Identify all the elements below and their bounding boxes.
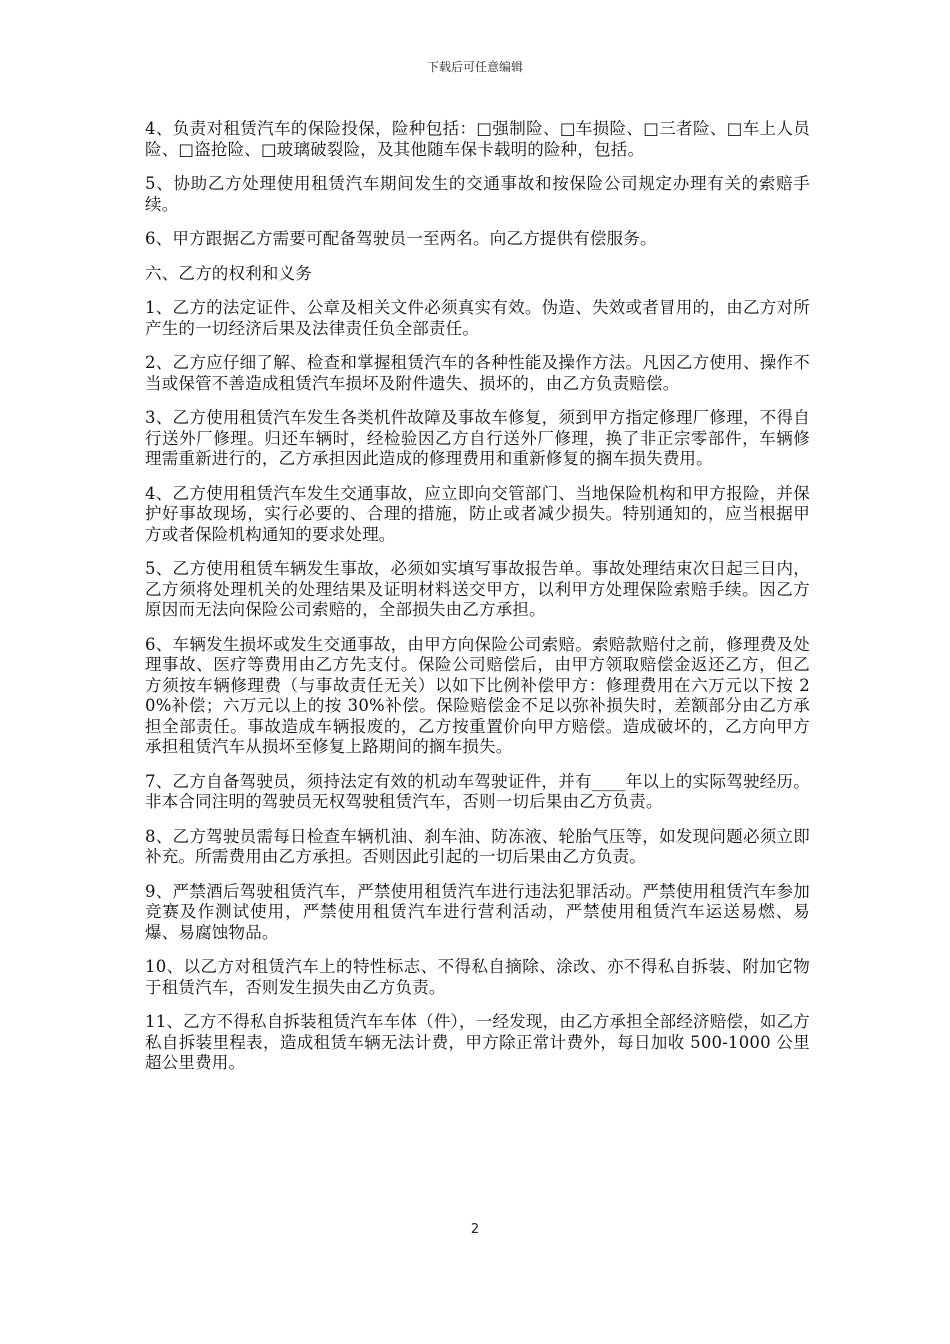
section-heading-rights-obligations: 六、乙方的权利和义务 bbox=[145, 263, 312, 283]
page-number: 2 bbox=[470, 1222, 480, 1237]
clause-5-accident-assist: 5、协助乙方处理使用租赁汽车期间发生的交通事故和按保险公司规定办理有关的索赔手续。 bbox=[145, 174, 810, 214]
clause-7-driver-license: 7、乙方自备驾驶员，须持法定有效的机动车驾驶证件，并有____年以上的实际驾驶经历。非本合同注明的驾驶员无权驾驶租赁汽车，否则一切后果由乙方负责。 bbox=[145, 771, 810, 811]
document-body bbox=[145, 119, 810, 1088]
clause-5-accident-report: 5、乙方使用租赁车辆发生事故，必须如实填写事故报告单。事故处理结束次日起三日内，乙方须将处理机关的处理结果及证明材料送交甲方，以利甲方处理保险索赔手续。因乙方原因而无法向保险公司索赔的，全部损失由乙方承担。 bbox=[145, 559, 810, 619]
clause-9-prohibitions: 9、严禁酒后驾驶租赁汽车，严禁使用租赁汽车进行违法犯罪活动。严禁使用租赁汽车参加竞赛及作测试使用，严禁使用租赁汽车进行营利活动，严禁使用租赁汽车运送易燃、易爆、易腐蚀物品。 bbox=[145, 881, 810, 942]
clause-8-daily-check: 8、乙方驾驶员需每日检查车辆机油、刹车油、防冻液、轮胎气压等，如发现问题必须立即补充。所需费用由乙方承担。否则因此引起的一切后果由乙方负责。 bbox=[145, 826, 810, 866]
clause-2-operation: 2、乙方应仔细了解、检查和掌握租赁汽车的各种性能及操作方法。凡因乙方使用、操作不当或保管不善造成租赁汽车损坏及附件遗失、损坏的，由乙方负责赔偿。 bbox=[145, 353, 810, 393]
clause-6-driver-service: 6、甲方跟据乙方需要可配备驾驶员一至两名。向乙方提供有偿服务。 bbox=[145, 229, 657, 248]
page-header: 下载后可任意编辑 bbox=[426, 60, 523, 74]
clause-3-repair: 3、乙方使用租赁汽车发生各类机件故障及事故车修复，须到甲方指定修理厂修理，不得自行送外厂修理。归还车辆时，经检验因乙方自行送外厂修理，换了非正宗零部件，车辆修理需重新进行的，乙方承担因此造成的修理费用和重新修复的搁车损失费用。 bbox=[145, 408, 810, 468]
clause-4-insurance: 4、负责对租赁汽车的保险投保，险种包括：□强制险、□车损险、□三者险、□车上人员险、□盗抢险、□玻璃破裂险，及其他随车保卡载明的险种，包括。 bbox=[145, 119, 810, 159]
clause-11-disassembly: 11、乙方不得私自拆装租赁汽车车体（件），一经发现，由乙方承担全部经济赔偿，如乙方私自拆装里程表，造成租赁车辆无法计费，甲方除正常计费外，每日加收 500-1000 公里超公里费用。 bbox=[145, 1012, 810, 1072]
clause-10-markings: 10、以乙方对租赁汽车上的特性标志、不得私自摘除、涂改、亦不得私自拆装、附加它物于租赁汽车，否则发生损失由乙方负责。 bbox=[145, 957, 810, 997]
clause-4-traffic-accident: 4、乙方使用租赁汽车发生交通事故，应立即向交管部门、当地保险机构和甲方报险，并保护好事故现场，实行必要的、合理的措施，防止或者减少损失。特别通知的，应当根据甲方或者保险机构通知的要求处理。 bbox=[145, 483, 810, 544]
clause-1-documents: 1、乙方的法定证件、公章及相关文件必须真实有效。伪造、失效或者冒用的，由乙方对所产生的一切经济后果及法律责任负全部责任。 bbox=[145, 298, 810, 338]
clause-6-claims: 6、车辆发生损坏或发生交通事故，由甲方向保险公司索赔。索赔款赔付之前，修理费及处理事故、医疗等费用由乙方先支付。保险公司赔偿后，由甲方领取赔偿金返还乙方，但乙方须按车辆修理费（与事故责任无关）以如下比例补偿甲方：修理费用在六万元以下按 20%补偿；六万元以上的按 30%补偿。保险赔偿金不足以弥补损失时，差额部分由乙方承担全部责任。事故造成车辆报废的，乙方按重置价向甲方赔偿。造成破坏的，乙方向甲方承担租赁汽车从损坏至修复上路期间的搁车损失。 bbox=[145, 634, 810, 756]
